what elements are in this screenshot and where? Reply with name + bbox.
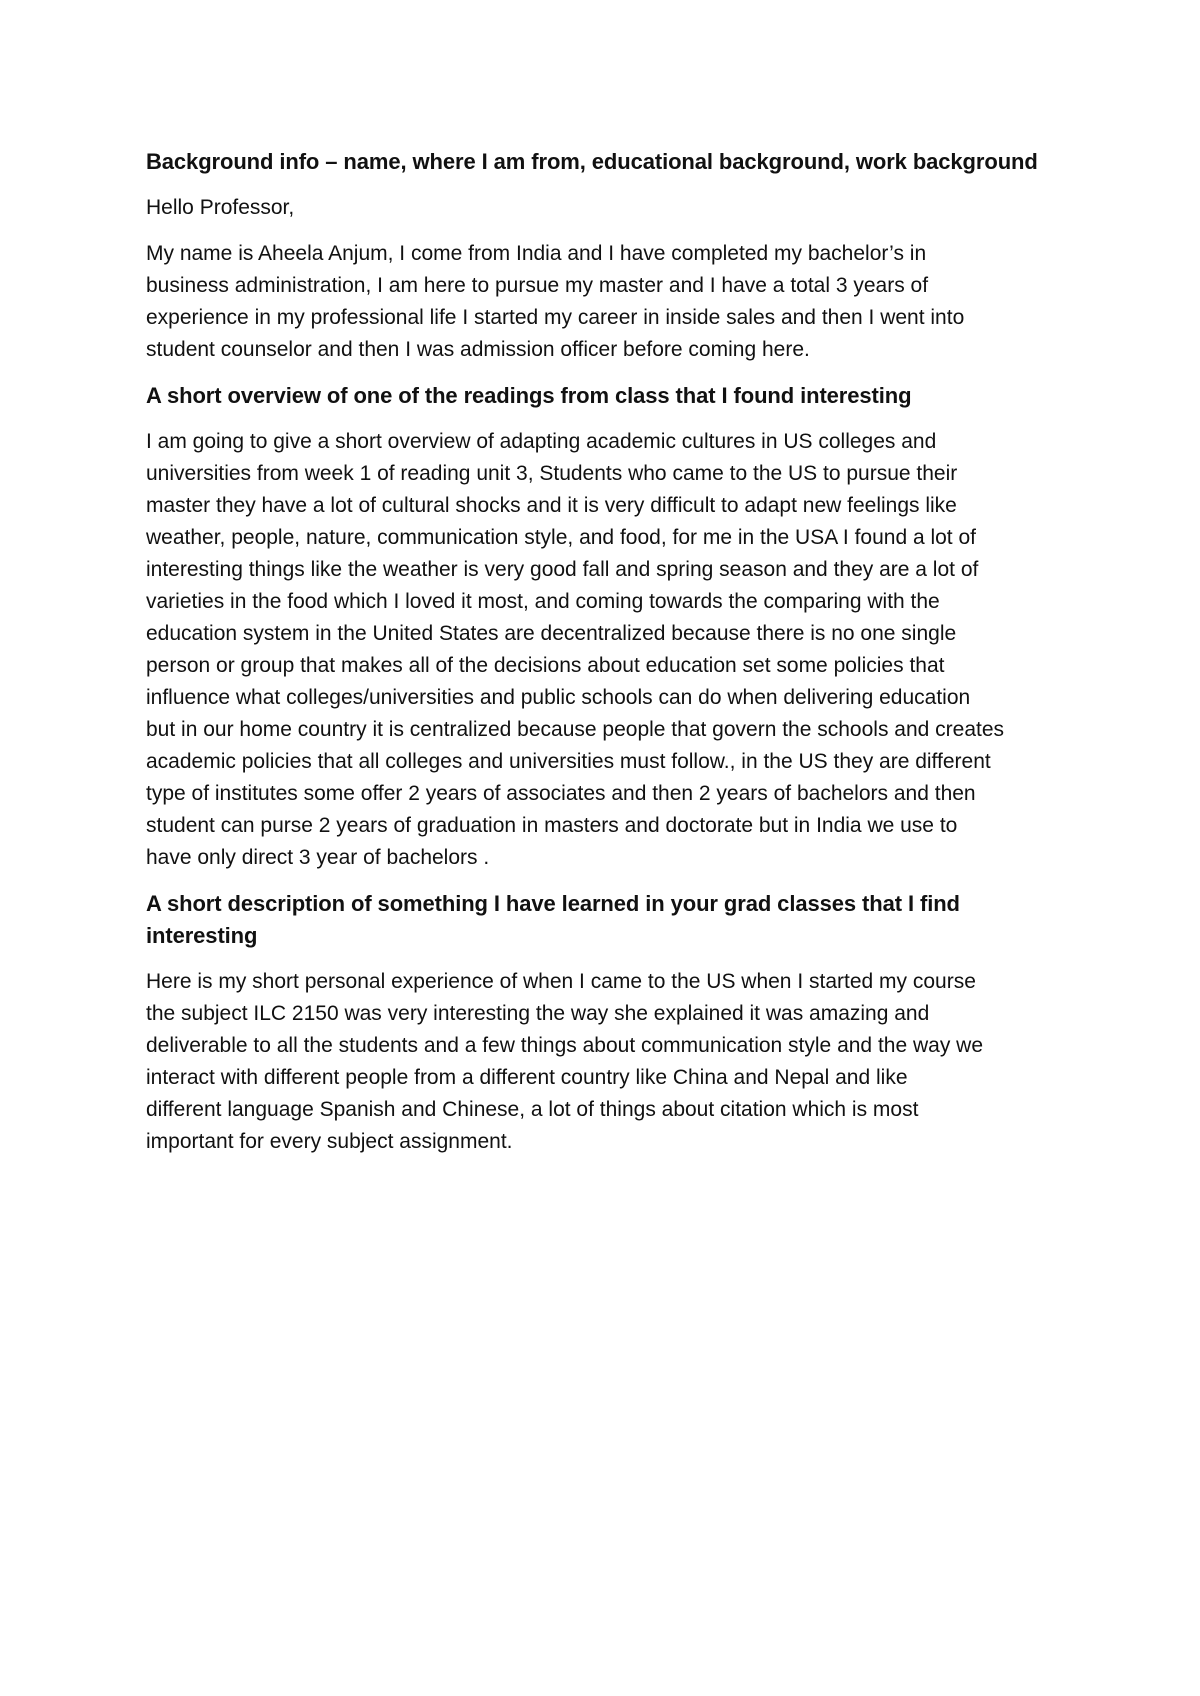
text-line: have only direct 3 year of bachelors . xyxy=(146,846,490,869)
text-line: but in our home country it is centralized because people that govern the schools and creates xyxy=(146,718,1005,741)
text-line: student can purse 2 years of graduation in masters and doctorate but in India we use to xyxy=(146,814,958,837)
greeting: Hello Professor, xyxy=(146,196,295,219)
text-line: important for every subject assignment. xyxy=(146,1130,513,1153)
text-line: I am going to give a short overview of adapting academic cultures in US colleges and xyxy=(146,430,937,453)
text-line: varieties in the food which I loved it most, and coming towards the comparing with the xyxy=(146,590,940,613)
section-heading-background: Background info – name, where I am from, educational background, work background xyxy=(146,149,1038,174)
section-heading-reading-overview: A short overview of one of the readings from class that I found interesting xyxy=(146,383,912,408)
paragraph-background xyxy=(146,238,1066,366)
text-line: the subject ILC 2150 was very interesting the way she explained it was amazing and xyxy=(146,1002,930,1025)
document-body xyxy=(146,146,1066,1172)
text-line: deliverable to all the students and a few things about communication style and the way we xyxy=(146,1034,983,1057)
text-line: Here is my short personal experience of when I came to the US when I started my course xyxy=(146,970,976,993)
text-line: experience in my professional life I started my career in inside sales and then I went into xyxy=(146,306,965,329)
text-line: different language Spanish and Chinese, a lot of things about citation which is most xyxy=(146,1098,919,1121)
text-line: education system in the United States are decentralized because there is no one single xyxy=(146,622,957,645)
text-line: interact with different people from a different country like China and Nepal and like xyxy=(146,1066,908,1089)
section-heading-grad-classes: A short description of something I have learned in your grad classes that I find interesting xyxy=(146,891,960,948)
paragraph-reading-overview xyxy=(146,426,1066,874)
text-line: master they have a lot of cultural shocks and it is very difficult to adapt new feelings like xyxy=(146,494,957,517)
text-line: influence what colleges/universities and public schools can do when delivering education xyxy=(146,686,971,709)
text-line: type of institutes some offer 2 years of associates and then 2 years of bachelors and then xyxy=(146,782,976,805)
text-line: academic policies that all colleges and universities must follow., in the US they are different xyxy=(146,750,991,773)
paragraph-grad-classes xyxy=(146,966,1066,1158)
text-line: universities from week 1 of reading unit 3, Students who came to the US to pursue their xyxy=(146,462,958,485)
text-line: weather, people, nature, communication style, and food, for me in the USA I found a lot of xyxy=(146,526,976,549)
text-line: person or group that makes all of the decisions about education set some policies that xyxy=(146,654,945,677)
text-line: interesting things like the weather is very good fall and spring season and they are a lot of xyxy=(146,558,979,581)
text-line: student counselor and then I was admission officer before coming here. xyxy=(146,338,810,361)
text-line: business administration, I am here to pursue my master and I have a total 3 years of xyxy=(146,274,929,297)
text-line: My name is Aheela Anjum, I come from India and I have completed my bachelor’s in xyxy=(146,242,927,265)
